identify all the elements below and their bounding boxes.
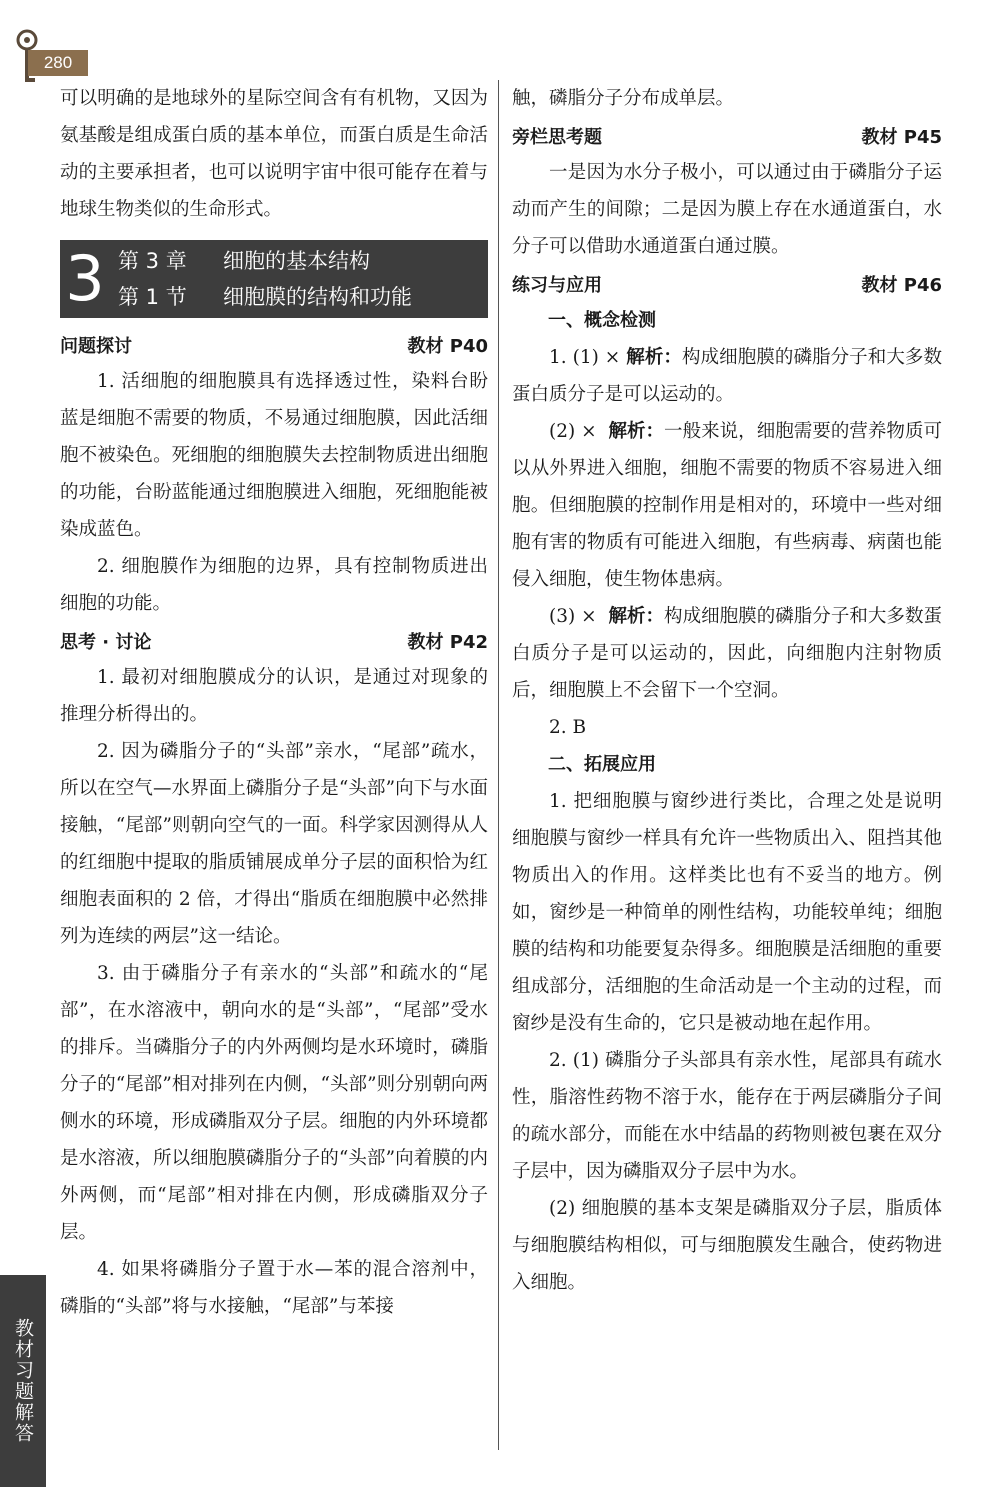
section-heading xyxy=(512,117,942,154)
section-heading xyxy=(60,622,488,659)
continued-paragraph: 触，磷脂分子分布成单层。 xyxy=(512,88,735,109)
side-tab: 教材习题解答 xyxy=(0,1275,46,1487)
answer-mark: (2) × xyxy=(549,421,597,442)
page-number: 280 xyxy=(28,50,88,76)
section-title: 细胞膜的结构和功能 xyxy=(223,285,412,309)
answer-mark: (3) × xyxy=(549,606,597,627)
chapter-banner xyxy=(60,240,488,318)
answer-paragraph: 2. B xyxy=(549,717,587,738)
answer-paragraph: 1. 把细胞膜与窗纱进行类比，合理之处是说明细胞膜与窗纱一样具有允许一些物质出入、阻挡其他物质出入的作用。这样类比也有不妥当的地方。例如，窗纱是一种简单的刚性结构，功能较单纯；细胞膜的结构和功能要复杂得多。细胞膜是活细胞的重要组成部分，活细胞的生命活动是一个主动的过程，而窗纱是没有生命的，它只是被动地在起作用。 xyxy=(512,791,942,1034)
section-heading xyxy=(60,326,488,363)
subsection-heading: 二、拓展应用 xyxy=(548,754,656,775)
section-heading-title: 思考 · 讨论 xyxy=(60,631,152,653)
section-heading-title: 问题探讨 xyxy=(60,335,132,357)
answer-paragraph xyxy=(512,598,942,709)
answer-paragraph: 1. 活细胞的细胞膜具有选择透过性，染料台盼蓝是细胞不需要的物质，不易通过细胞膜，因此活细胞不被染色。死细胞的细胞膜失去控制物质进出细胞的功能，台盼蓝能通过细胞膜进入细胞，死细胞能被染成蓝色。 xyxy=(60,371,488,540)
answer-mark: 1. (1) × xyxy=(549,347,621,368)
intro-paragraph: 可以明确的是地球外的星际空间含有有机物，又因为氨基酸是组成蛋白质的基本单位，而蛋白质是生命活动的主要承担者，也可以说明宇宙中很可能存在着与地球生物类似的生命形式。 xyxy=(60,88,488,220)
answer-paragraph: 4. 如果将磷脂分子置于水—苯的混合溶剂中，磷脂的“头部”将与水接触，“尾部”与苯接 xyxy=(60,1259,488,1317)
answer-paragraph xyxy=(512,413,942,598)
section-heading xyxy=(512,265,942,302)
answer-paragraph: 3. 由于磷脂分子有亲水的“头部”和疏水的“尾部”，在水溶液中，朝向水的是“头部”，“尾部”受水的排斥。当磷脂分子的内外两侧均是水环境时，磷脂分子的“尾部”相对排列在内侧，“头部”则分别朝向两侧水的环境，形成磷脂双分子层。细胞的内外环境都是水溶液，所以细胞膜磷脂分子的“头部”向着膜的内外两侧，而“尾部”相对排在内侧，形成磷脂双分子层。 xyxy=(60,963,488,1243)
answer-paragraph: 一是因为水分子极小，可以通过由于磷脂分子运动而产生的间隙；二是因为膜上存在水通道蛋白，水分子可以借助水通道蛋白通过膜。 xyxy=(512,162,942,257)
chapter-number: 3 xyxy=(65,242,105,315)
section-heading-ref: 教材 P42 xyxy=(407,631,488,653)
left-column xyxy=(60,80,488,1325)
analysis-label: 解析： xyxy=(626,347,682,368)
chapter-title: 细胞的基本结构 xyxy=(223,249,370,273)
analysis-label: 解析： xyxy=(608,606,665,627)
answer-paragraph: 2. 因为磷脂分子的“头部”亲水，“尾部”疏水，所以在空气—水界面上磷脂分子是“头部”向下与水面接触，“尾部”则朝向空气的一面。科学家因测得从人的红细胞中提取的脂质铺展成单分子层的面积恰为红细胞表面积的 2 倍，才得出“脂质在细胞膜中必然排列为连续的两层”这一结论。 xyxy=(60,741,488,947)
right-column xyxy=(512,80,942,1301)
answer-paragraph: 2. (1) 磷脂分子头部具有亲水性，尾部具有疏水性，脂溶性药物不溶于水，能存在于两层磷脂分子间的疏水部分，而能在水中结晶的药物则被包裹在双分子层中，因为磷脂双分子层中为水。 xyxy=(512,1050,942,1182)
column-divider xyxy=(498,80,499,1450)
answer-paragraph: (2) 细胞膜的基本支架是磷脂双分子层，脂质体与细胞膜结构相似，可与细胞膜发生融合，使药物进入细胞。 xyxy=(512,1198,942,1293)
chapter-label: 第 3 章 xyxy=(118,249,187,273)
section-heading-ref: 教材 P40 xyxy=(407,335,488,357)
section-heading-ref: 教材 P45 xyxy=(861,126,942,148)
answer-paragraph xyxy=(512,339,942,413)
analysis-label: 解析： xyxy=(608,421,665,442)
answer-paragraph: 1. 最初对细胞膜成分的认识，是通过对现象的推理分析得出的。 xyxy=(60,667,488,725)
section-label: 第 1 节 xyxy=(118,285,187,309)
analysis-text: 构成细胞膜的磷脂分子和大多数蛋白质分子是可以运动的。 xyxy=(512,347,942,405)
answer-paragraph: 2. 细胞膜作为细胞的边界，具有控制物质进出细胞的功能。 xyxy=(60,556,488,614)
subsection-heading: 一、概念检测 xyxy=(548,310,656,331)
section-heading-title: 旁栏思考题 xyxy=(512,126,602,148)
section-heading-title: 练习与应用 xyxy=(512,274,602,296)
analysis-text: 一般来说，细胞需要的营养物质可以从外界进入细胞，细胞不需要的物质不容易进入细胞。但细胞膜的控制作用是相对的，环境中一些对细胞有害的物质有可能进入细胞，有些病毒、病菌也能侵入细胞，使生物体患病。 xyxy=(512,421,942,590)
analysis-text: 构成细胞膜的磷脂分子和大多数蛋白质分子是可以运动的，因此，向细胞内注射物质后，细胞膜上不会留下一个空洞。 xyxy=(512,606,942,701)
section-heading-ref: 教材 P46 xyxy=(861,274,942,296)
